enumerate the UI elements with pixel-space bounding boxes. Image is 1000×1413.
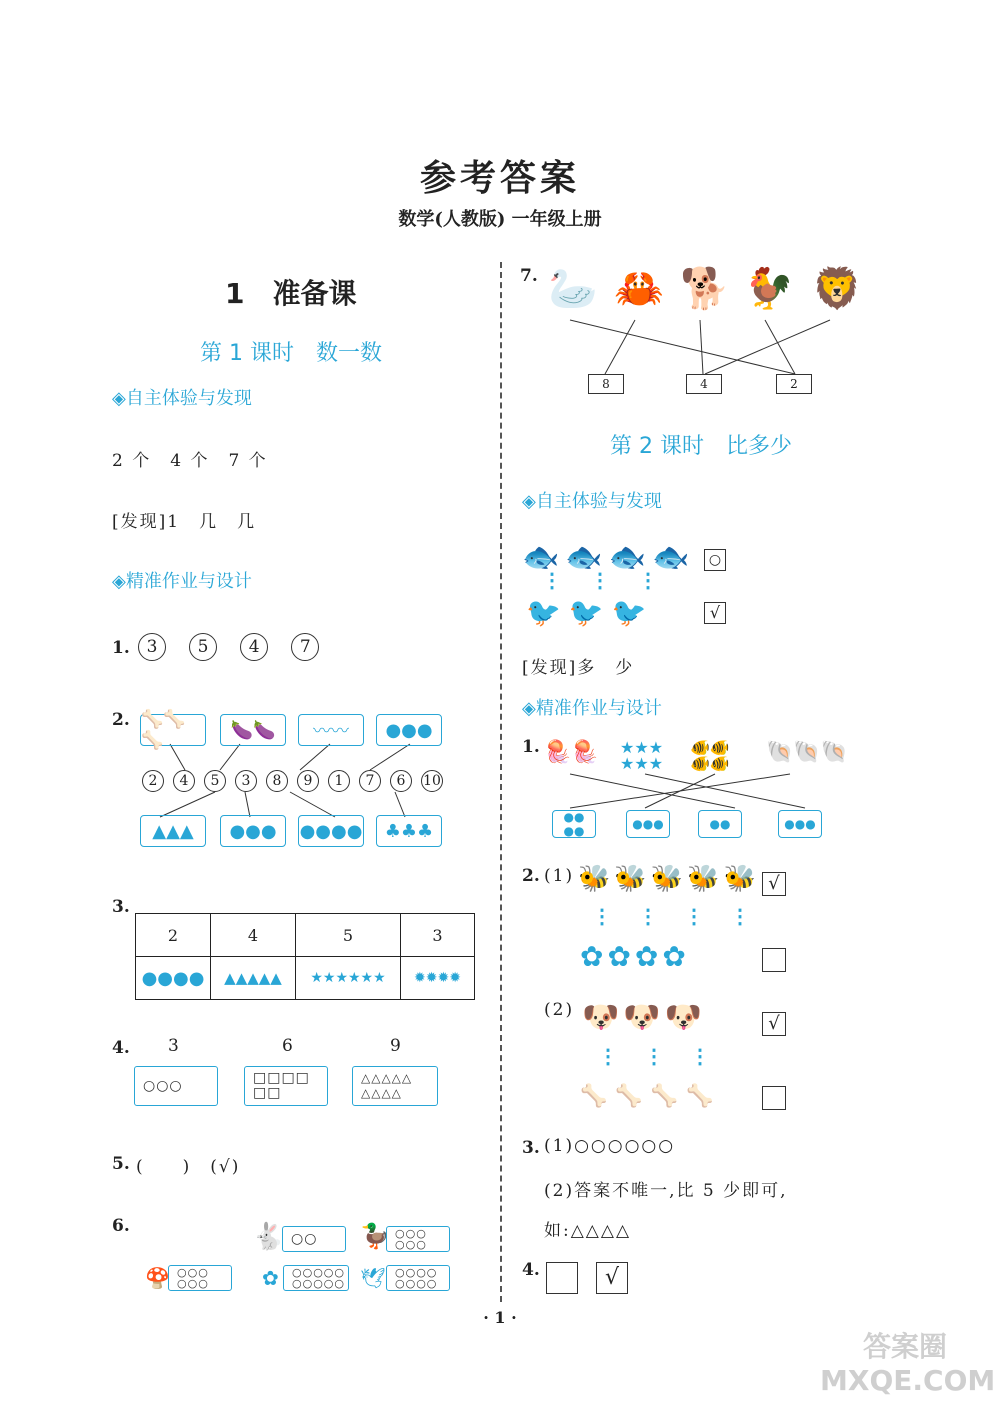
rq2-dots: ⋮⋮⋮⋮	[592, 904, 776, 928]
q3-value: 5	[296, 914, 401, 957]
q3-value: 2	[136, 914, 211, 957]
dot-card-4: ●● ●●	[552, 810, 596, 838]
puppy-row-icon: 🐶🐶🐶	[582, 1000, 707, 1035]
rq2-part2-label: (2)	[544, 1000, 575, 1020]
page-title: 参考答案	[419, 157, 580, 199]
q7-box: 8	[588, 374, 624, 394]
q2-picture-mushrooms: ♣♣♣	[376, 815, 442, 847]
q2-number: 8	[266, 770, 288, 792]
q6-box: ○○	[282, 1226, 346, 1252]
page-number: · 1 ·	[483, 1308, 517, 1327]
q2-label: 2.	[112, 710, 130, 730]
q2-number: 5	[204, 770, 226, 792]
dot-card-2: ●●	[698, 810, 742, 838]
dot-card-6: ●●●	[778, 810, 822, 838]
q6-box: ○○○○○ ○○○○○	[283, 1265, 349, 1291]
q2-picture-peppers: 〰〰	[298, 714, 364, 746]
fish-row-icon: 🐟🐟🐟🐟	[522, 540, 696, 575]
rq4-label: 4.	[522, 1260, 540, 1280]
dog-icon: 🐕	[680, 266, 730, 312]
q6-box: ○○○○ ○○○○	[386, 1265, 450, 1291]
q3-table	[135, 913, 475, 1000]
dot-card-5: ●●●	[626, 810, 670, 838]
lion-icon: 🦁	[812, 266, 862, 312]
q2-number: 2	[142, 770, 164, 792]
small-fish-icon: 🐠🐠 🐠🐠	[690, 738, 730, 773]
mushroom-icon: 🍄	[145, 1266, 170, 1290]
page-subtitle: 数学(人教版) 一年级上册	[398, 209, 602, 230]
q4-value: 9	[390, 1036, 403, 1056]
rabbit-icon: 🐇	[252, 1222, 285, 1252]
bird-row-icon: 🐦🐦🐦	[526, 596, 655, 629]
q2-picture-tomatoes: ●●●	[376, 714, 442, 746]
q2-number: 4	[173, 770, 195, 792]
q3-value: 4	[211, 914, 296, 957]
rq3-label: 3.	[522, 1138, 540, 1158]
q7-box: 4	[686, 374, 722, 394]
crab-icon: 🦀	[614, 266, 664, 312]
rq3-line3: 如:△△△△	[544, 1221, 632, 1241]
q2-picture-eggplants: 🍆🍆	[220, 714, 286, 746]
q2-picture-bones: 🦴🦴🦴	[140, 714, 206, 746]
section-homework-heading: ◈精准作业与设计	[112, 571, 252, 592]
q3-value: 3	[401, 914, 475, 957]
q2-number: 10	[421, 770, 443, 792]
rooster-icon: 🐓	[744, 266, 794, 312]
q2-number: 9	[297, 770, 319, 792]
rq3-line2: (2)答案不唯一,比 5 少即可,	[544, 1181, 788, 1201]
section-explore-heading: ◈自主体验与发现	[112, 388, 252, 409]
q6-label: 6.	[112, 1216, 130, 1236]
q4-box-squares: □□□□ □□	[244, 1066, 328, 1106]
lesson-2-title: 第 2 课时 比多少	[610, 434, 792, 459]
q1-label: 1.	[112, 638, 130, 658]
bird-icon: 🕊	[360, 1266, 386, 1290]
q1-answers	[138, 633, 337, 661]
rq1-lines	[560, 772, 820, 812]
q6-box: ○○○ ○○○	[168, 1265, 232, 1291]
q2-number-row	[142, 770, 452, 792]
rq1-label: 1.	[522, 737, 540, 757]
q1-answer: 5	[189, 633, 217, 661]
q3-shapes-circles: ●●●●	[136, 957, 211, 1000]
rq2-mark-1: √	[762, 872, 786, 896]
q6-box: ○○○ ○○○	[386, 1226, 450, 1252]
flower-row-icon: ✿✿✿✿	[580, 940, 690, 973]
rq2-dots-2: ⋮⋮⋮	[598, 1044, 736, 1068]
q3-shapes-stars: ★★★★★★	[296, 957, 401, 1000]
goose-icon: 🦢	[548, 266, 598, 312]
q2-number: 6	[390, 770, 412, 792]
q2-picture-strawberries: ●●●	[220, 815, 286, 847]
shell-icon: 🐚🐚🐚	[766, 740, 849, 765]
q1-answer: 7	[291, 633, 319, 661]
q1-answer: 4	[240, 633, 268, 661]
explore-mark-2: √	[704, 602, 726, 624]
q7-box: 2	[776, 374, 812, 394]
counts-answer: 2 个 4 个 7 个	[112, 451, 268, 471]
section-homework-heading-2: ◈精准作业与设计	[522, 698, 662, 719]
q3-shapes-suns: ✹✹✹✹	[401, 957, 475, 1000]
q2-number: 3	[235, 770, 257, 792]
bone-row-icon: 🦴🦴🦴🦴	[580, 1084, 722, 1109]
q3-shapes-triangles: ▲▲▲▲▲	[211, 957, 296, 1000]
q2-picture-bells: ▲▲▲	[140, 815, 206, 847]
rq4-box-1	[546, 1262, 578, 1294]
lesson-1-title: 第 1 课时 数一数	[200, 341, 382, 366]
q3-label: 3.	[112, 897, 130, 917]
q5-answer: ( ) (√)	[136, 1157, 241, 1177]
rq2-mark-3: √	[762, 1012, 786, 1036]
q4-value: 6	[282, 1036, 295, 1056]
rq2-mark-2	[762, 948, 786, 972]
column-divider	[500, 262, 502, 1302]
discover-answer-2: [发现]多 少	[522, 658, 635, 678]
explore-mark-1: ○	[704, 549, 726, 571]
discover-answer: [发现]1 几 几	[112, 512, 257, 532]
rq2-part1-label: (1)	[544, 866, 575, 886]
q7-lines	[560, 318, 860, 378]
rq4-box-2: √	[596, 1262, 628, 1294]
q2-number: 1	[328, 770, 350, 792]
dotted-connectors: ⋮⋮⋮	[542, 568, 686, 592]
q2-number: 7	[359, 770, 381, 792]
rq2-label: 2.	[522, 866, 540, 886]
flower-icon: ✿	[262, 1266, 279, 1290]
q5-label: 5.	[112, 1154, 130, 1174]
bee-row-icon: 🐝🐝🐝🐝🐝	[578, 864, 760, 894]
q2-picture-apples: ●●●●	[298, 815, 364, 847]
rq2-mark-4	[762, 1086, 786, 1110]
q4-label: 4.	[112, 1038, 130, 1058]
q7-label: 7.	[520, 266, 538, 286]
starfish-icon: ★★★ ★★★	[620, 738, 664, 773]
q1-answer: 3	[138, 633, 166, 661]
watermark: 答案圈 MXQE.COM	[820, 1330, 996, 1397]
q4-box-triangles: △△△△△ △△△△	[352, 1066, 438, 1106]
section-explore-heading-2: ◈自主体验与发现	[522, 491, 662, 512]
rq3-line1: (1)○○○○○○	[544, 1136, 676, 1156]
chapter-title: 1 准备课	[225, 277, 357, 310]
q4-value: 3	[168, 1036, 181, 1056]
jellyfish-icon: 🪼🪼	[544, 740, 599, 765]
duck-icon: 🦆	[360, 1222, 390, 1250]
q4-box-circles: ○○○	[134, 1066, 218, 1106]
